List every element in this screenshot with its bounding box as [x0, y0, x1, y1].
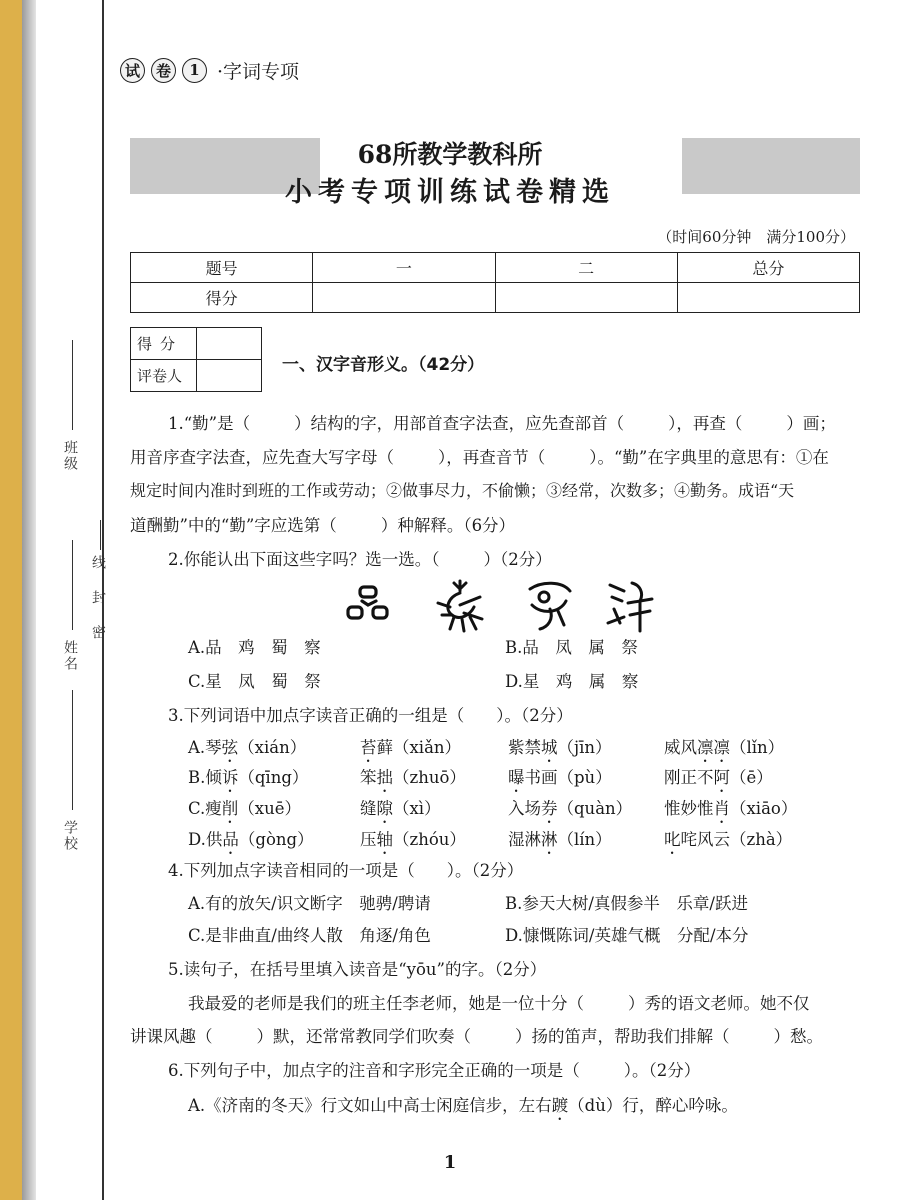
q3-stem: 3.下列词语中加点字读音正确的一组是（ ）。（2分）	[168, 706, 573, 725]
cell-score-part-one[interactable]	[313, 283, 495, 313]
grader-score-cell[interactable]	[197, 328, 262, 360]
circled-char-shi: 试	[120, 58, 145, 83]
ancient-shu-glyph	[520, 575, 578, 635]
section-heading: 一、汉字音形义。（42分）	[282, 355, 485, 375]
school-blank-line	[72, 690, 73, 810]
cell-score-part-two[interactable]	[495, 283, 677, 313]
q3-option-b-word3[interactable]: 曝书画（pù）	[508, 768, 612, 787]
name-blank-line	[72, 540, 73, 630]
q5-line1: 我最爱的老师是我们的班主任李老师，她是一位十分（ ）秀的语文老师。她不仅	[188, 994, 810, 1013]
q5-stem: 5.读句子，在括号里填入读音是“yōu”的字。（2分）	[168, 960, 547, 979]
q4-option-a[interactable]: A.有的放矢/识文断字 驰骋/聘请	[188, 894, 431, 913]
header-label: ·字词专项	[217, 60, 300, 83]
score-table-row-header	[131, 253, 860, 283]
q3-option-a-word1[interactable]: A.琴弦（xián）	[188, 738, 307, 757]
q3-option-b-word2[interactable]: 笨拙（zhuō）	[360, 768, 466, 787]
q4-option-c[interactable]: C.是非曲直/曲终人散 角逐/角色	[188, 926, 431, 945]
grader-score-label: 得分	[131, 328, 197, 360]
q4-stem: 4.下列加点字读音相同的一项是（ ）。（2分）	[168, 861, 524, 880]
q2-stem: 2.你能认出下面这些字吗？选一选。（ ）（2分）	[168, 550, 552, 569]
q3-option-d-word1[interactable]: D.供品（gòng）	[188, 830, 314, 849]
seal-word-feng: 封	[90, 590, 106, 606]
q2-option-a[interactable]: A.品 鸡 蜀 察	[188, 638, 321, 657]
q3-option-c-word2[interactable]: 缝隙（xì）	[360, 799, 441, 818]
time-info: （时间60分钟 满分100分）	[657, 228, 855, 246]
q3-option-c-word1[interactable]: C.瘦削（xuē）	[188, 799, 301, 818]
q3-option-c-word4[interactable]: 惟妙惟肖（xiāo）	[664, 799, 798, 818]
grader-name-label: 评卷人	[131, 360, 197, 392]
cell-total: 总分	[677, 253, 859, 283]
ancient-pin-glyph	[340, 575, 398, 635]
ancient-ji-glyph	[600, 575, 658, 635]
q3-option-b-word1[interactable]: B.倾诉（qīng）	[188, 768, 309, 787]
cell-part-two: 二	[495, 253, 677, 283]
class-label: 班级	[62, 440, 78, 472]
q2-option-d[interactable]: D.星 鸡 属 察	[505, 672, 639, 691]
q3-option-a-word4[interactable]: 威风凛凛（lǐn）	[664, 738, 785, 757]
school-label: 学校	[62, 820, 78, 852]
cell-part-one: 一	[313, 253, 495, 283]
grader-table	[130, 327, 262, 392]
name-label: 姓名	[62, 640, 78, 672]
seal-line-segment	[100, 520, 101, 550]
q2-option-c[interactable]: C.星 凤 蜀 祭	[188, 672, 321, 691]
q2-option-b[interactable]: B.品 凤 属 祭	[505, 638, 638, 657]
q3-option-a-word3[interactable]: 紫禁城（jīn）	[508, 738, 612, 757]
q1-line2: 用音序查字法查，应先查大写字母（ ），再查音节（ ）。“勤”在字典里的意思有：①在	[130, 448, 829, 467]
page-number: 1	[443, 1152, 457, 1173]
q6-option-a[interactable]: A.《济南的冬天》行文如山中高士闲庭信步，左右踱（dù）行，醉心吟咏。	[188, 1096, 738, 1115]
q3-option-d-word4[interactable]: 叱咤风云（zhà）	[664, 830, 793, 849]
score-table-row-score	[131, 283, 860, 313]
cell-score-total[interactable]	[677, 283, 859, 313]
class-blank-line	[72, 340, 73, 430]
q3-option-b-word4[interactable]: 刚正不阿（ē）	[664, 768, 773, 787]
cell-question-number: 题号	[131, 253, 313, 283]
q3-option-d-word3[interactable]: 湿淋淋（lín）	[508, 830, 612, 849]
q3-option-a-word2[interactable]: 苔藓（xiǎn）	[360, 738, 462, 757]
q3-option-d-word2[interactable]: 压轴（zhóu）	[360, 830, 466, 849]
q3-option-c-word3[interactable]: 入场券（quàn）	[508, 799, 633, 818]
q4-option-b[interactable]: B.参天大树/真假参半 乐章/跃进	[505, 894, 748, 913]
score-table	[130, 252, 860, 313]
circled-number: 1	[182, 58, 207, 83]
q1-line1: 1.“勤”是（ ）结构的字，用部首查字法查，应先查部首（ ），再查（ ）画；	[168, 414, 836, 433]
q5-line2: 讲课风趣（ ）默，还常常教同学们吹奏（ ）扬的笛声，帮助我们排解（ ）愁。	[130, 1027, 823, 1046]
q1-line3: 规定时间内准时到班的工作或劳动；②做事尽力，不偷懒；③经常，次数多；④勤务。成语“天	[130, 481, 795, 500]
circled-char-juan: 卷	[151, 58, 176, 83]
title-line1: 68所教学教科所	[357, 140, 543, 169]
seal-word-mi: 密	[90, 625, 106, 641]
ancient-bird-glyph	[430, 575, 488, 635]
seal-word-xian: 线	[90, 555, 106, 571]
title-line2: 小考专项训练试卷精选	[285, 177, 615, 208]
q6-stem: 6.下列句子中，加点字的注音和字形完全正确的一项是（ ）。（2分）	[168, 1061, 701, 1080]
q1-line4: 道酬勤”中的“勤”字应选第（ ）种解释。（6分）	[130, 516, 516, 535]
grader-name-cell[interactable]	[197, 360, 262, 392]
q4-option-d[interactable]: D.慷慨陈词/英雄气概 分配/本分	[505, 926, 749, 945]
cell-score-label: 得分	[131, 283, 313, 313]
ancient-glyph-row	[340, 575, 660, 637]
paper-header	[120, 55, 299, 85]
